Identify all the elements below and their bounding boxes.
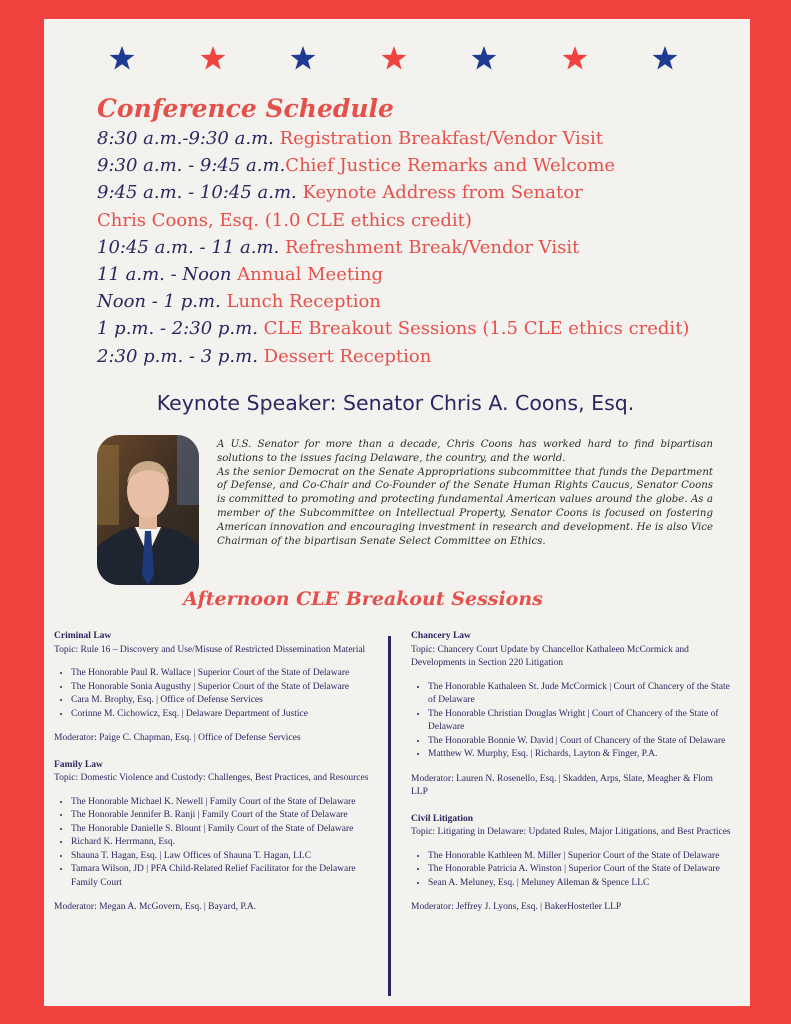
- track-title: Chancery Law: [411, 631, 471, 641]
- red-star-icon: [380, 45, 408, 73]
- panelist-item: • The Honorable Danielle S. Blount | Family Court of the State of Delaware: [71, 823, 374, 837]
- schedule-event: Keynote Address from Senator: [302, 182, 583, 204]
- schedule-event: Chief Justice Remarks and Welcome: [285, 155, 616, 177]
- panelist-item: • Matthew W. Murphy, Esq. | Richards, Layton & Finger, P.A.: [428, 748, 731, 762]
- panelist-item: • The Honorable Kathaleen St. Jude McCormick | Court of Chancery of the State of Delaware: [428, 681, 731, 708]
- panelist-list: [54, 667, 374, 721]
- track-moderator: Moderator: Megan A. McGovern, Esq. | Bayard, P.A.: [54, 902, 257, 912]
- panelist-item: • The Honorable Sonia Augusthy | Superior Court of the State of Delaware: [71, 681, 374, 695]
- speaker-photo: [97, 435, 199, 585]
- panelist-item: • Sean A. Meluney, Esq. | Meluney Alleman & Spence LLC: [428, 877, 731, 891]
- schedule-time: 8:30 a.m.-9:30 a.m.: [97, 128, 280, 149]
- bio-paragraph: As the senior Democrat on the Senate Appropriations subcommittee that funds the Department of Defense, and Co-Chair and Co-Founder of the Senate Human Rights Caucus, Senator Coons is committed to promoting and protecting fundamental American values around the globe. As a member of the Subcommittee on Intellectual Property, Senator Coons is focused on fostering American innovation and encouraging investment in research and development. He is also Vice Chairman of the bipartisan Senate Select Committee on Ethics.: [217, 466, 713, 547]
- track-chancery-law: [411, 630, 731, 800]
- schedule-time: 11 a.m. - Noon: [97, 264, 238, 286]
- breakout-title: Afternoon CLE Breakout Sessions: [183, 588, 543, 610]
- panelist-item: • The Honorable Patricia A. Winston | Superior Court of the State of Delaware: [428, 863, 731, 877]
- bio-paragraph: A U.S. Senator for more than a decade, Chris Coons has worked hard to find bipartisan solutions to the issues facing Delaware, the country, and the world.: [217, 439, 713, 464]
- navy-star-icon: [108, 45, 136, 73]
- star-row: [108, 45, 688, 75]
- schedule-event: Lunch Reception: [226, 291, 381, 313]
- navy-star-icon: [289, 45, 317, 73]
- track-moderator: Moderator: Lauren N. Rosenello, Esq. | Skadden, Arps, Slate, Meagher & Flom LLP: [411, 773, 713, 797]
- panelist-item: • Shauna T. Hagan, Esq. | Law Offices of Shauna T. Hagan, LLC: [71, 850, 374, 864]
- track-family-law: [54, 759, 374, 915]
- breakout-column-right: [411, 630, 731, 928]
- schedule-event: Refreshment Break/Vendor Visit: [284, 236, 580, 258]
- panelist-item: • The Honorable Paul R. Wallace | Superior Court of the State of Delaware: [71, 667, 374, 681]
- schedule-title: Conference Schedule: [97, 94, 394, 123]
- panelist-item: • The Honorable Christian Douglas Wright | Court of Chancery of the State of Delaware: [428, 708, 731, 735]
- track-title: Criminal Law: [54, 631, 112, 641]
- panelist-item: • Tamara Wilson, JD | PFA Child-Related Relief Facilitator for the Delaware Family Court: [71, 863, 374, 890]
- panelist-item: • Cara M. Brophy, Esq. | Office of Defense Services: [71, 694, 374, 708]
- schedule-list: [97, 125, 747, 370]
- schedule-time: 2:30 p.m. - 3 p.m.: [97, 345, 264, 367]
- schedule-event: Registration Breakfast/Vendor Visit: [279, 128, 604, 149]
- schedule-row: [97, 343, 747, 370]
- track-topic: Topic: Litigating in Delaware: Updated Rules, Major Litigations, and Best Practices: [411, 827, 731, 837]
- panelist-list: [411, 850, 731, 891]
- panelist-item: • Corinne M. Cichowicz, Esq. | Delaware Department of Justice: [71, 708, 374, 722]
- track-moderator: Moderator: Jeffrey J. Lyons, Esq. | BakerHostetler LLP: [411, 902, 622, 912]
- schedule-time: Noon - 1 p.m.: [97, 291, 227, 313]
- track-title: Family Law: [54, 759, 103, 770]
- red-star-icon: [199, 45, 227, 73]
- schedule-time: 10:45 a.m. - 11 a.m.: [97, 236, 285, 258]
- schedule-row: [97, 125, 747, 152]
- panelist-item: • The Honorable Jennifer B. Ranji | Family Court of the State of Delaware: [71, 809, 374, 823]
- red-star-icon: [561, 45, 589, 73]
- panelist-item: • The Honorable Bonnie W. David | Court of Chancery of the State of Delaware: [428, 735, 731, 749]
- panelist-list: [411, 681, 731, 762]
- track-criminal-law: [54, 630, 374, 746]
- schedule-event: CLE Breakout Sessions (1.5 CLE ethics credit): [263, 318, 690, 340]
- panelist-item: • The Honorable Michael K. Newell | Family Court of the State of Delaware: [71, 796, 374, 810]
- schedule-row: [97, 179, 747, 206]
- schedule-event: Annual Meeting: [237, 264, 383, 286]
- track-moderator: Moderator: Paige C. Chapman, Esq. | Office of Defense Services: [54, 733, 301, 743]
- breakout-column-left: [54, 630, 374, 928]
- panelist-list: [54, 796, 374, 891]
- column-divider: [388, 636, 391, 996]
- track-topic: Topic: Chancery Court Update by Chancellor Kathaleen McCormick and Developments in Section 220 Litigation: [411, 644, 689, 668]
- schedule-event: Dessert Reception: [263, 345, 432, 367]
- schedule-row: [97, 261, 747, 288]
- schedule-time: 1 p.m. - 2:30 p.m.: [97, 318, 264, 340]
- schedule-row: [97, 315, 747, 342]
- track-topic: Topic: Domestic Violence and Custody: Challenges, Best Practices, and Resources: [54, 773, 369, 783]
- schedule-event: Chris Coons, Esq. (1.0 CLE ethics credit): [97, 209, 472, 231]
- schedule-row: [97, 207, 747, 234]
- schedule-row: [97, 234, 747, 261]
- track-topic: Topic: Rule 16 – Discovery and Use/Misuse of Restricted Dissemination Material: [54, 644, 366, 655]
- track-civil-litigation: [411, 813, 731, 915]
- track-title: Civil Litigation: [411, 813, 474, 824]
- schedule-row: [97, 288, 747, 315]
- keynote-heading: Keynote Speaker: Senator Chris A. Coons, Esq.: [156, 391, 635, 415]
- navy-star-icon: [470, 45, 498, 73]
- panelist-item: • Richard K. Herrmann, Esq.: [71, 836, 374, 850]
- speaker-bio: [217, 438, 713, 548]
- schedule-time: 9:30 a.m. - 9:45 a.m.: [97, 155, 286, 177]
- navy-star-icon: [651, 45, 679, 73]
- panelist-item: • The Honorable Kathleen M. Miller | Superior Court of the State of Delaware: [428, 850, 731, 864]
- schedule-row: [97, 152, 747, 179]
- schedule-time: 9:45 a.m. - 10:45 a.m.: [97, 182, 303, 204]
